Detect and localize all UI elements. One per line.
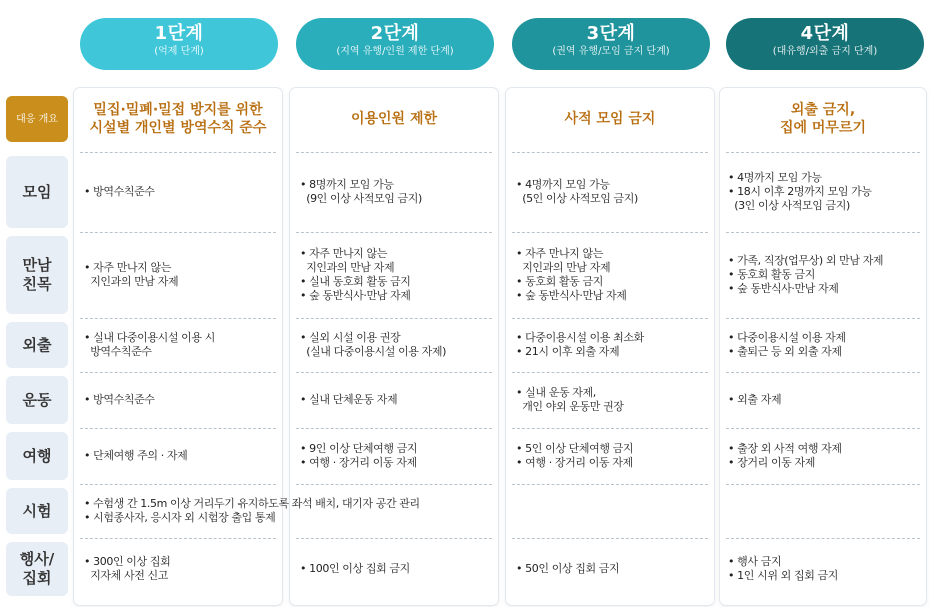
list-item: • 실내 단체운동 자제 (300, 393, 398, 406)
event-stage-4 (728, 542, 922, 596)
summary-stage-1-line1: 밀집·밀폐·밀접 방지를 위한 (93, 102, 263, 118)
divider (512, 372, 708, 373)
divider (80, 232, 276, 233)
list-item: 지인과의 만남 자제 (300, 261, 395, 274)
list-item: • 숲 동반식사·만남 자제 (300, 289, 411, 302)
divider (512, 484, 708, 485)
list-item: • 자주 만나지 않는 (516, 247, 603, 260)
travel-stage-1 (84, 432, 278, 480)
gathering-stage-2 (300, 236, 494, 314)
summary-stage-4-line1: 외출 금지, (790, 102, 856, 118)
divider (296, 152, 492, 153)
stage-2-header (296, 18, 494, 70)
row-label-event (6, 542, 68, 596)
meeting-stage-4 (728, 156, 922, 228)
meeting-stage-3 (516, 156, 710, 228)
list-item: • 여행 · 장거리 이동 자제 (300, 456, 417, 469)
list-item: • 가족, 직장(업무상) 외 만남 자제 (728, 254, 884, 267)
list-item: • 실내 다중이용시설 이용 시 (84, 331, 215, 344)
row-label-gathering-line1: 만남 (22, 256, 52, 274)
outing-stage-2 (300, 322, 494, 368)
event-stage-3 (516, 542, 710, 596)
list-item: (9인 이상 사적모임 금지) (300, 192, 422, 205)
stage-3-subtitle: (권역 유행/모임 금지 단계) (552, 46, 670, 57)
list-item: • 출퇴근 등 외 외출 자제 (728, 345, 842, 358)
row-label-gathering-line2: 친목 (22, 275, 52, 293)
list-item: • 실내 운동 자제, (516, 386, 596, 399)
list-item: • 수험생 간 1.5m 이상 거리두기 유지하도록 좌석 배치, 대기자 공간 관리 (84, 497, 420, 510)
list-item: • 실내 동호회 활동 금지 (300, 275, 411, 288)
summary-stage-4 (720, 90, 926, 148)
list-item: 지자체 사전 신고 (84, 569, 168, 582)
stage-4-subtitle: (대유행/외출 금지 단계) (772, 46, 878, 57)
exercise-stage-1 (84, 376, 278, 424)
divider (80, 372, 276, 373)
list-item: 방역수칙준수 (84, 345, 152, 358)
list-item: • 장거리 이동 자제 (728, 456, 815, 469)
divider (512, 538, 708, 539)
stage-1-title: 1단계 (154, 23, 204, 44)
row-label-event-line2: 집회 (22, 569, 52, 587)
list-item: • 1인 시위 외 집회 금지 (728, 569, 838, 582)
outing-stage-4 (728, 322, 922, 368)
stage-2-subtitle: (지역 유행/인원 제한 단계) (336, 46, 454, 57)
summary-stage-1-line2: 시설별 개인별 방역수칙 준수 (89, 120, 267, 136)
gathering-stage-3 (516, 236, 710, 314)
divider (726, 428, 920, 429)
row-label-gathering (6, 236, 68, 314)
list-item: • 5인 이상 단체여행 금지 (516, 442, 634, 455)
exercise-stage-3 (516, 376, 710, 424)
gathering-stage-4 (728, 236, 922, 314)
travel-stage-2 (300, 432, 494, 480)
meeting-stage-1 (84, 156, 278, 228)
stage-4-header (726, 18, 924, 70)
list-item: • 동호회 활동 금지 (516, 275, 603, 288)
row-label-event-line1: 행사/ (19, 550, 55, 568)
divider (80, 152, 276, 153)
row-label-summary: 대응 개요 (6, 96, 68, 142)
stage-1-subtitle: (억제 단계) (154, 46, 204, 57)
list-item: • 여행 · 장거리 이동 자제 (516, 456, 633, 469)
list-item: • 동호회 활동 금지 (728, 268, 815, 281)
outing-stage-3 (516, 322, 710, 368)
divider (512, 318, 708, 319)
divider (512, 152, 708, 153)
divider (296, 372, 492, 373)
list-item: • 행사 금지 (728, 555, 782, 568)
divider (80, 318, 276, 319)
list-item: • 숲 동반식사·만남 자제 (516, 289, 627, 302)
divider (296, 428, 492, 429)
list-item: • 자주 만나지 않는 (84, 261, 171, 274)
divider (726, 152, 920, 153)
divider (80, 484, 276, 485)
list-item: • 8명까지 모임 가능 (300, 178, 394, 191)
travel-stage-3 (516, 432, 710, 480)
summary-stage-3: 사적 모임 금지 (564, 111, 656, 127)
stage-2-title: 2단계 (370, 23, 420, 44)
row-label-exercise: 운동 (6, 376, 68, 424)
divider (80, 428, 276, 429)
exercise-stage-2 (300, 376, 494, 424)
list-item: • 실외 시설 이용 권장 (300, 331, 401, 344)
stage-3-title: 3단계 (586, 23, 636, 44)
exercise-stage-4 (728, 376, 922, 424)
outing-stage-1 (84, 322, 278, 368)
exam-all-stages (84, 488, 644, 534)
row-label-exam: 시험 (6, 488, 68, 534)
divider (726, 318, 920, 319)
list-item: • 외출 자제 (728, 393, 782, 406)
row-label-travel: 여행 (6, 432, 68, 480)
list-item: 지인과의 만남 자제 (84, 275, 179, 288)
list-item: • 4명까지 모임 가능 (516, 178, 610, 191)
list-item: • 방역수칙준수 (84, 185, 155, 198)
list-item: • 50인 이상 집회 금지 (516, 562, 620, 575)
divider (296, 318, 492, 319)
divider (296, 232, 492, 233)
list-item: • 자주 만나지 않는 (300, 247, 387, 260)
divider (726, 538, 920, 539)
divider (726, 372, 920, 373)
row-label-meeting: 모임 (6, 156, 68, 228)
list-item: (5인 이상 사적모임 금지) (516, 192, 638, 205)
list-item: • 단체여행 주의 · 자제 (84, 449, 188, 462)
summary-stage-2: 이용인원 제한 (350, 111, 438, 127)
list-item: • 출장 외 사적 여행 자제 (728, 442, 842, 455)
divider (726, 232, 920, 233)
list-item: 개인 야외 운동만 권장 (516, 400, 624, 413)
divider (512, 428, 708, 429)
list-item: • 다중이용시설 이용 자제 (728, 331, 846, 344)
list-item: • 300인 이상 집회 (84, 555, 171, 568)
list-item: • 4명까지 모임 가능 (728, 171, 822, 184)
list-item: • 시험종사자, 응시자 외 시험장 출입 통제 (84, 511, 276, 524)
event-stage-1 (84, 542, 278, 596)
list-item: 지인과의 만남 자제 (516, 261, 611, 274)
divider (296, 538, 492, 539)
list-item: • 18시 이후 2명까지 모임 가능 (728, 185, 872, 198)
list-item: • 다중이용시설 이용 최소화 (516, 331, 644, 344)
travel-stage-4 (728, 432, 922, 480)
list-item: • 9인 이상 단체여행 금지 (300, 442, 418, 455)
divider (726, 484, 920, 485)
stage-4-title: 4단계 (800, 23, 850, 44)
divider (296, 484, 492, 485)
row-label-outing: 외출 (6, 322, 68, 368)
divider (512, 232, 708, 233)
list-item: • 100인 이상 집회 금지 (300, 562, 410, 575)
stage-1-header (80, 18, 278, 70)
summary-stage-1 (74, 90, 282, 148)
list-item: • 숲 동반식사·만남 자제 (728, 282, 839, 295)
divider (80, 538, 276, 539)
meeting-stage-2 (300, 156, 494, 228)
event-stage-2 (300, 542, 494, 596)
stage-3-header (512, 18, 710, 70)
list-item: (3인 이상 사적모임 금지) (728, 199, 850, 212)
list-item: • 21시 이후 외출 자제 (516, 345, 620, 358)
summary-stage-4-line2: 집에 머무르기 (779, 120, 867, 136)
list-item: • 방역수칙준수 (84, 393, 155, 406)
gathering-stage-1 (84, 236, 278, 314)
list-item: (실내 다중이용시설 이용 자제) (300, 345, 446, 358)
